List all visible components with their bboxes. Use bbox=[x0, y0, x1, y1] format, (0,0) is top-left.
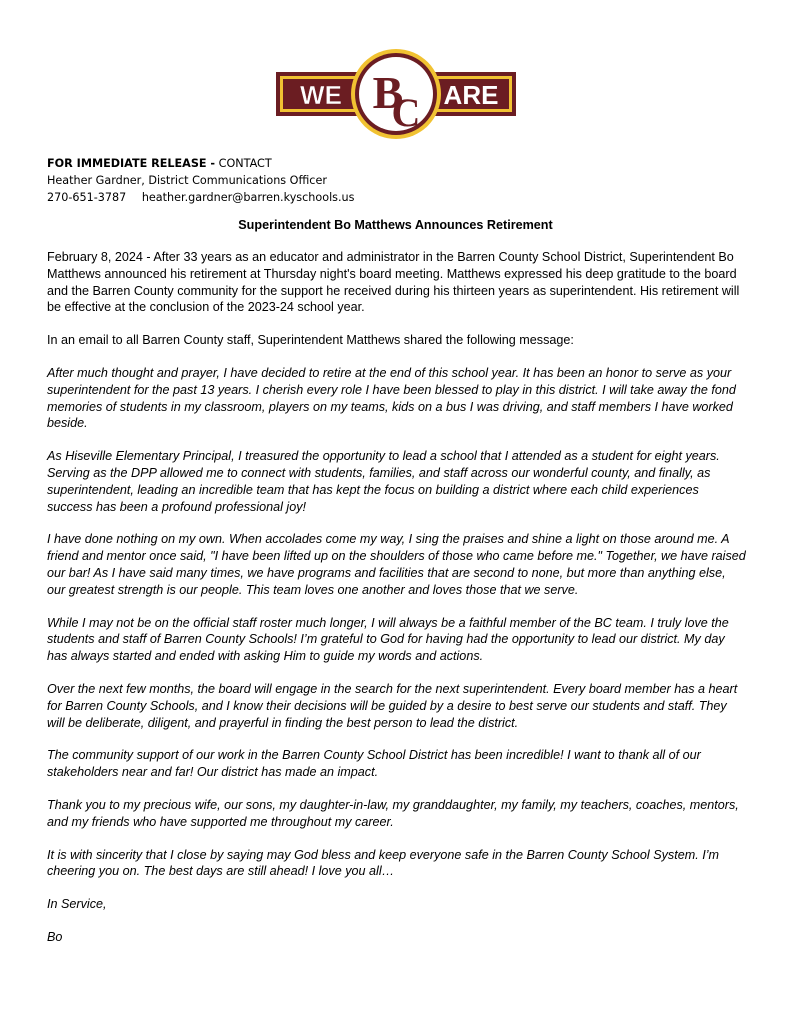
release-line bbox=[47, 155, 354, 172]
intro-paragraph: February 8, 2024 - After 33 years as an educator and administrator in the Barren County School District, Superintendent Bo Matthews announced his retirement at Thursday night's board meeting. Matthews expressed his deep gratitude to the board and the Barren County community for the support he received during his thirteen years as superintendent. His retirement will be effective at the conclusion of the 2023-24 school year. bbox=[47, 250, 740, 315]
logo-are-text: ARE bbox=[443, 80, 499, 110]
message-paragraph: While I may not be on the official staff roster much longer, I will always be a faithful member of the BC team. I truly love the students and staff of Barren County Schools! I’m grateful to God for having had the opportunity to lead our district. My day has always started and ended with asking Him to guide my words and actions. bbox=[47, 615, 729, 664]
logo-we-text: WE bbox=[300, 80, 342, 110]
logo-monogram-b: B bbox=[372, 67, 404, 118]
email-intro-paragraph: In an email to all Barren County staff, Superintendent Matthews shared the following message: bbox=[47, 333, 574, 348]
message-paragraph: As Hiseville Elementary Principal, I treasured the opportunity to lead a school that I attended as a student for eight years. Serving as the DPP allowed me to connect with students, families, and staff across our wonderful county, and finally, as superintendent, leading an incredible team that has kept the focus on building a district where each child experiences success has been a profound professional joy! bbox=[47, 449, 720, 514]
contact-name-title: Heather Gardner, District Communications Officer bbox=[47, 174, 327, 187]
contact-block bbox=[47, 155, 354, 206]
message-paragraph: After much thought and prayer, I have decided to retire at the end of this school year. It has been an honor to serve as your superintendent for the past 13 years. I cherish every role I have been blessed to play in this district. I will take away the fond memories of students in my classroom, players on my teams, kids on a bus I was driving, and staff members I have worked beside. bbox=[47, 365, 736, 431]
contact-phone-email-line bbox=[47, 189, 354, 206]
message-paragraph: Over the next few months, the board will engage in the search for the next superintendent. Every board member has a heart for Barren County Schools, and I know their decisions will be guided by a desire to best serve our students and staff. They will be deliberate, diligent, and prayerful in finding the best person to lead the district. bbox=[47, 681, 738, 730]
logo-monogram-c: C bbox=[391, 90, 421, 135]
message-paragraph: Thank you to my precious wife, our sons, my daughter-in-law, my granddaughter, my family, my teachers, coaches, mentors, and my friends who have supported me throughout my career. bbox=[47, 797, 739, 829]
message-paragraph: The community support of our work in the Barren County School District has been incredible! I want to thank all of our stakeholders near and far! Our district has made an impact. bbox=[47, 748, 701, 780]
contact-email[interactable]: heather.gardner@barren.kyschools.us bbox=[141, 191, 355, 204]
headline: Superintendent Bo Matthews Announces Retirement bbox=[238, 218, 553, 232]
message-paragraph: I have done nothing on my own. When accolades come my way, I sing the praises and shine a light on those around me. A friend and mentor once said, "I have been lifted up on the shoulders of those who came before me." Together, we have raised our bar! As I have said many times, we have programs and facilities that are second to none, but more than anything else, our greatest strength is our people. This team loves one another and loves those that we serve. bbox=[47, 532, 746, 597]
contact-phone: 270-651-3787 bbox=[47, 191, 127, 204]
release-label: FOR IMMEDIATE RELEASE - bbox=[47, 157, 216, 170]
signoff: In Service, bbox=[47, 897, 107, 912]
press-release-body bbox=[47, 249, 747, 962]
signature: Bo bbox=[47, 929, 63, 944]
we-are-bc-logo bbox=[276, 48, 516, 140]
message-paragraph: It is with sincerity that I close by saying may God bless and keep everyone safe in the Barren County School System. I’m cheering you on. The best days are still ahead! I love you all… bbox=[47, 847, 719, 879]
contact-label: CONTACT bbox=[218, 157, 272, 170]
